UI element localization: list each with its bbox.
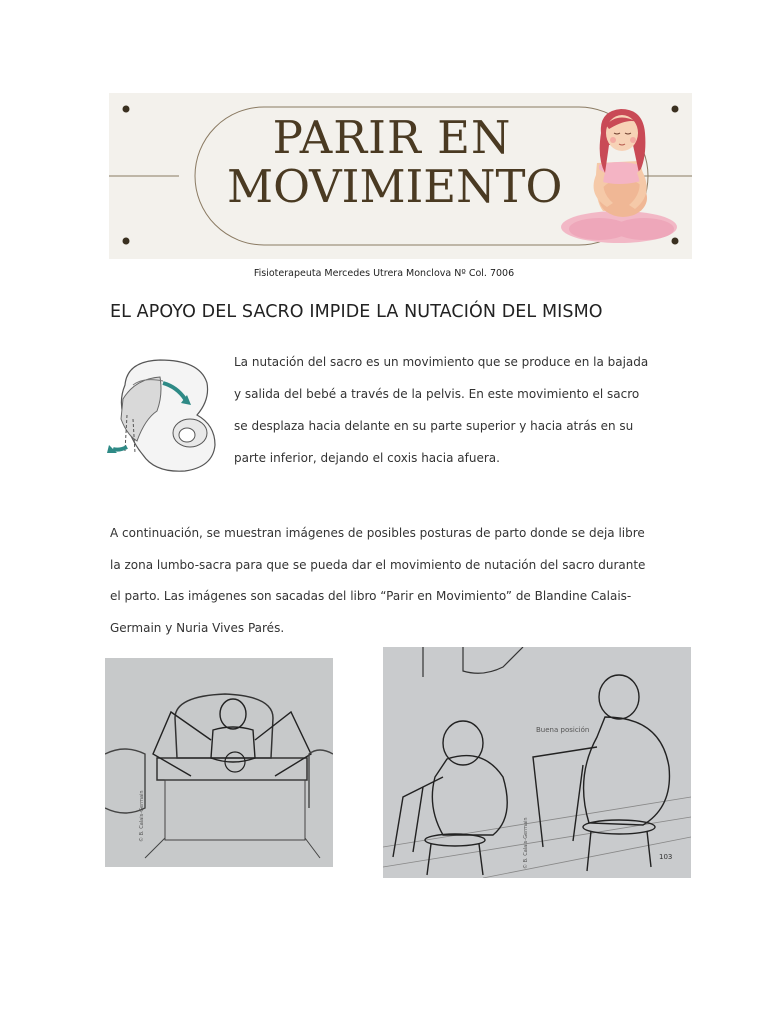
pelvis-illustration	[105, 355, 220, 477]
banner-title-line2: MOVIMIENTO	[227, 160, 563, 213]
intro-paragraph: La nutación del sacro es un movimiento que se produce en la bajada y salida del bebé a través de la pelvis. En este movimiento el sacro se desplaza hacia delante en su parte superior y hacia atrás en su parte inferior, dejando el coxis hacia afuera.	[234, 355, 649, 465]
photo2-page-number: 103	[659, 853, 673, 861]
banner-title	[227, 111, 563, 213]
body-paragraph: A continuación, se muestran imágenes de posibles posturas de parto donde se deja libre la zona lumbo-sacra para que se pueda dar el movimiento de nutación del sacro durante el parto. Las imágenes son sacadas del libro “Parir en Movimiento” de Blandine Calais-Germain y Nuria Vives Parés.	[110, 526, 646, 635]
birth-posture-photo-2	[383, 647, 691, 878]
arrow-backward-icon	[113, 447, 127, 450]
banner-title-line1: PARIR EN	[272, 111, 512, 164]
corner-dot	[123, 106, 130, 113]
photo1-credit: © B. Calais-Germain	[139, 790, 145, 842]
corner-dot	[123, 238, 130, 245]
photo2-caption: Buena posición	[536, 726, 590, 734]
pregnant-woman-illustration	[559, 103, 689, 248]
author-subtitle: Fisioterapeuta Mercedes Utrera Monclova Nº Col. 7006	[253, 268, 515, 279]
seated-birth-drawing	[383, 647, 691, 878]
title-banner	[109, 93, 692, 259]
birth-posture-photo-1	[105, 658, 333, 867]
section-heading: EL APOYO DEL SACRO IMPIDE LA NUTACIÓN DEL MISMO	[110, 302, 603, 322]
photo2-credit: © B. Calais-Germain	[523, 817, 529, 869]
